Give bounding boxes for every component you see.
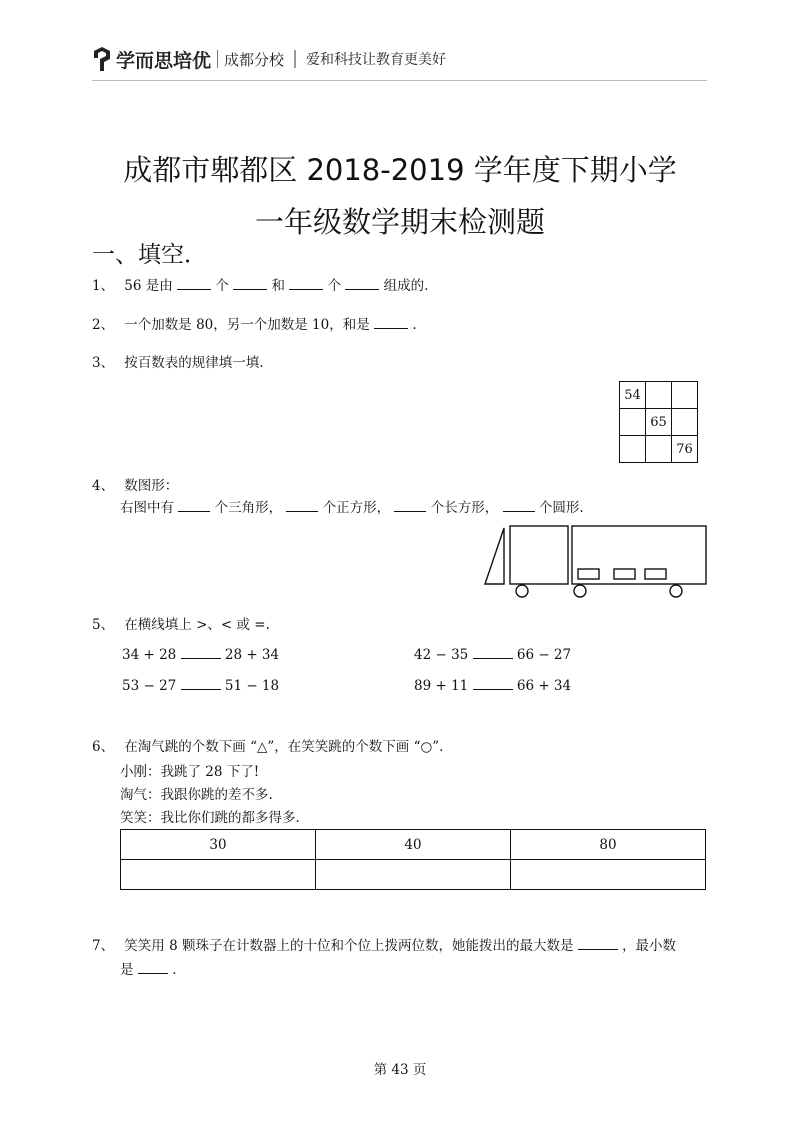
expression-left: 42 − 35: [414, 647, 469, 663]
expression-left: 89 + 11: [414, 678, 469, 694]
expression-right: 28 + 34: [224, 647, 280, 663]
answer-blank[interactable]: [233, 276, 267, 290]
question-5: [92, 616, 270, 634]
table-header-cell: 30: [121, 830, 316, 860]
question-4: [92, 477, 178, 495]
question-number: 5、: [92, 617, 115, 633]
question-2: [92, 315, 417, 334]
train-shapes-figure: [480, 520, 720, 600]
grid-cell-blank[interactable]: [620, 436, 646, 463]
brand-name: 学而思培优: [116, 49, 212, 72]
expression-right: 66 − 27: [516, 647, 572, 663]
slogan: 爱和科技让教育更美好: [306, 52, 447, 68]
question-text: 个正方形，: [322, 500, 391, 516]
square-shape: [510, 526, 568, 584]
answer-blank[interactable]: [177, 276, 211, 290]
grid-cell-blank[interactable]: [672, 382, 698, 409]
question-number: 4、: [92, 478, 115, 494]
question-number: 6、: [92, 739, 115, 755]
dialogue-line: 笑笑：我比你们跳的都多得多.: [120, 810, 300, 826]
question-text: 56 是由: [124, 278, 173, 294]
section-heading: 一、填空．: [92, 242, 207, 268]
page-header: [92, 44, 446, 74]
expression-left: 53 − 27: [122, 678, 177, 694]
answer-blank[interactable]: [394, 498, 426, 512]
dialogue-line: 小刚：我跳了 28 下了!: [120, 764, 260, 780]
grid-cell-blank[interactable]: [672, 409, 698, 436]
answer-blank[interactable]: [578, 936, 618, 950]
question-text: 按百数表的规律填一填.: [124, 355, 264, 371]
answer-blank[interactable]: [178, 498, 210, 512]
small-rectangle-shape: [578, 569, 599, 579]
page-number: 第 43 页: [373, 1062, 427, 1078]
small-rectangle-shape: [614, 569, 635, 579]
page-title-line1: 成都市郫都区 2018-2019 学年度下期小学: [123, 153, 677, 187]
grid-cell: 76: [672, 436, 698, 463]
question-text: 组成的.: [383, 278, 429, 294]
hundred-table-grid: [619, 381, 698, 463]
answer-cell[interactable]: [316, 860, 511, 890]
question-text: 在横线填上 >、< 或 =.: [124, 617, 270, 633]
answer-blank[interactable]: [503, 498, 535, 512]
compare-blank[interactable]: [473, 645, 513, 659]
triangle-shape: [485, 528, 504, 584]
question-3: [92, 354, 264, 372]
answer-blank[interactable]: [138, 960, 168, 974]
question-text: 在淘气跳的个数下画 “△”，在笑笑跳的个数下画 “○”.: [124, 739, 444, 755]
dialogue-line: 淘气：我跟你跳的差不多.: [120, 787, 273, 803]
expression-right: 51 − 18: [224, 678, 280, 694]
question-text: 笑笑用 8 颗珠子在计数器上的十位和个位上拨两位数，她能拨出的最大数是: [124, 938, 574, 954]
question-7: [92, 936, 676, 955]
answer-blank[interactable]: [345, 276, 379, 290]
question-text: 数图形：: [124, 478, 179, 494]
question-text: 右图中有: [120, 500, 174, 516]
circle-shape: [574, 585, 586, 597]
header-rule: [92, 80, 707, 81]
grid-cell-blank[interactable]: [646, 382, 672, 409]
question-text: 和: [271, 278, 285, 294]
question-text: 个长方形，: [430, 500, 499, 516]
circle-shape: [670, 585, 682, 597]
xueersi-logo-icon: [92, 47, 112, 71]
question-text: 一个加数是 80，另一个加数是 10，和是: [124, 317, 370, 333]
compare-item: [414, 676, 571, 694]
question-number: 2、: [92, 317, 115, 333]
question-text: .: [412, 317, 417, 333]
answer-blank[interactable]: [374, 315, 408, 329]
question-7-continued: [120, 960, 176, 979]
compare-blank[interactable]: [473, 676, 513, 690]
answer-cell[interactable]: [511, 860, 706, 890]
compare-item: [122, 676, 279, 694]
question-text: 个: [327, 278, 342, 294]
question-text: .: [172, 962, 177, 978]
question-text: 个三角形，: [214, 500, 283, 516]
answer-blank[interactable]: [286, 498, 318, 512]
question-1: [92, 276, 428, 295]
question-4-prompt: [120, 498, 584, 517]
small-rectangle-shape: [645, 569, 666, 579]
grid-cell: 65: [646, 409, 672, 436]
answer-blank[interactable]: [289, 276, 323, 290]
expression-right: 66 + 34: [516, 678, 572, 694]
grid-cell-blank[interactable]: [620, 409, 646, 436]
question-text: 个: [215, 278, 229, 294]
answer-cell[interactable]: [121, 860, 316, 890]
table-header-cell: 40: [316, 830, 511, 860]
header-divider: [217, 50, 218, 68]
large-rectangle-shape: [572, 526, 706, 584]
compare-blank[interactable]: [181, 645, 221, 659]
question-text: 个圆形.: [538, 500, 584, 516]
count-table: [120, 829, 706, 890]
grid-cell: 54: [620, 382, 646, 409]
question-text: ，最小数: [622, 938, 677, 954]
question-number: 7、: [92, 938, 115, 954]
compare-item: [122, 645, 279, 663]
header-divider: [294, 50, 296, 68]
question-text: 是: [120, 962, 134, 978]
table-header-cell: 80: [511, 830, 706, 860]
question-number: 1、: [92, 278, 115, 294]
expression-left: 34 + 28: [122, 647, 177, 663]
question-6: [92, 738, 443, 756]
circle-shape: [516, 585, 528, 597]
compare-item: [414, 645, 571, 663]
branch-name: 成都分校: [224, 50, 285, 69]
question-number: 3、: [92, 355, 115, 371]
page-title-line2: 一年级数学期末检测题: [254, 205, 545, 239]
compare-blank[interactable]: [181, 676, 221, 690]
grid-cell-blank[interactable]: [646, 436, 672, 463]
